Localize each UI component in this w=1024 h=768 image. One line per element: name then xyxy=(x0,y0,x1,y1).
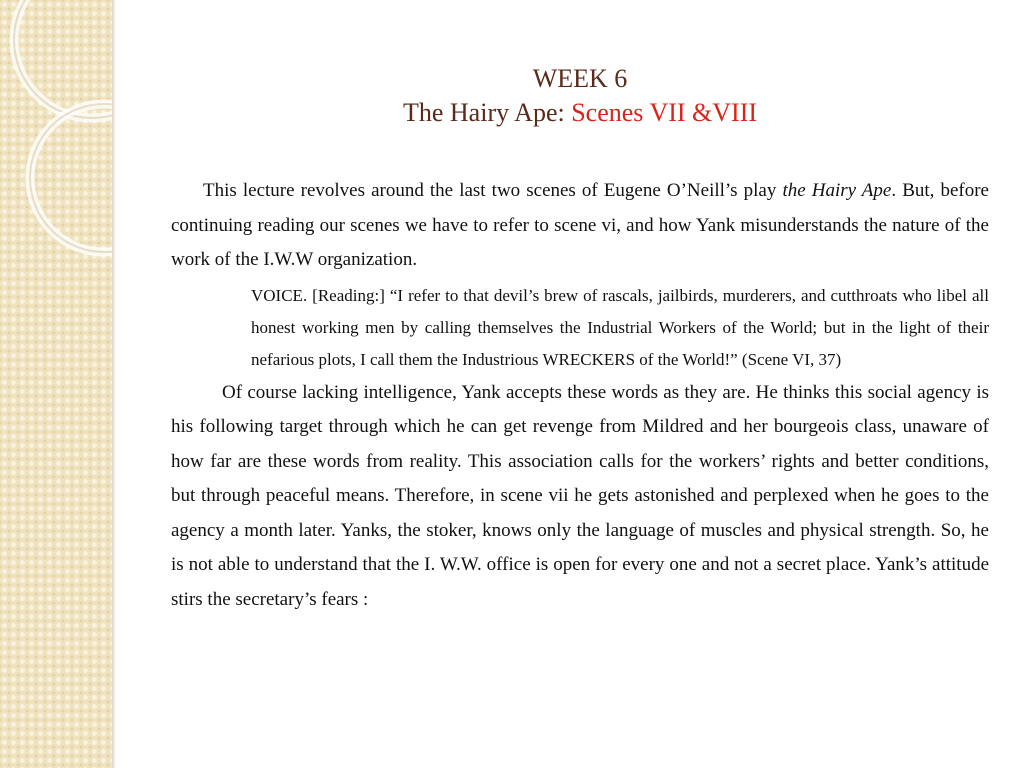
block-quote: VOICE. [Reading:] “I refer to that devil’s brew of rascals, jailbirds, murderers, and cutthroats who libel all honest working men by calling themselves the Industrial Workers of the World; but in the light of their nefarious plots, I call them the Industrious WRECKERS of the World!” (Scene VI, 37) xyxy=(251,285,989,369)
side-panel-shadow xyxy=(112,0,116,768)
decorative-rings xyxy=(0,0,112,768)
title-play-name: The Hairy Ape: xyxy=(402,98,572,127)
title-week: WEEK 6 xyxy=(532,64,628,93)
intro-play-title: the Hairy Ape xyxy=(782,180,892,201)
intro-paragraph xyxy=(171,174,989,278)
title-subject xyxy=(170,96,990,130)
analysis-paragraph: Of course lacking intelligence, Yank accepts these words as they are. He thinks this social agency is his following target through which he can get revenge from Mildred and her bourgeois class, unaware of how far are these words from reality. This association calls for the workers’ rights and better conditions, but through peaceful means. Therefore, in scene vii he gets astonished and perplexed when he goes to the agency a month later. Yanks, the stoker, knows only the language of muscles and physical strength. So, he is not able to understand that the I. W.W. office is open for every one and not a secret place. Yank’s attitude stirs the secretary’s fears : xyxy=(171,381,989,610)
title-scenes: Scenes VII &VIII xyxy=(571,98,758,127)
intro-text-start: This lecture revolves around the last two scenes of Eugene O’Neill’s play xyxy=(203,180,783,201)
intro-text-end: . But, before continuing reading our scenes we have to refer to scene vi, and how Yank misunderstands the nature of the work of the I.W.W organization. xyxy=(171,180,989,270)
slide-body xyxy=(171,174,989,617)
slide-title xyxy=(170,62,990,130)
decorative-side-panel xyxy=(0,0,112,768)
